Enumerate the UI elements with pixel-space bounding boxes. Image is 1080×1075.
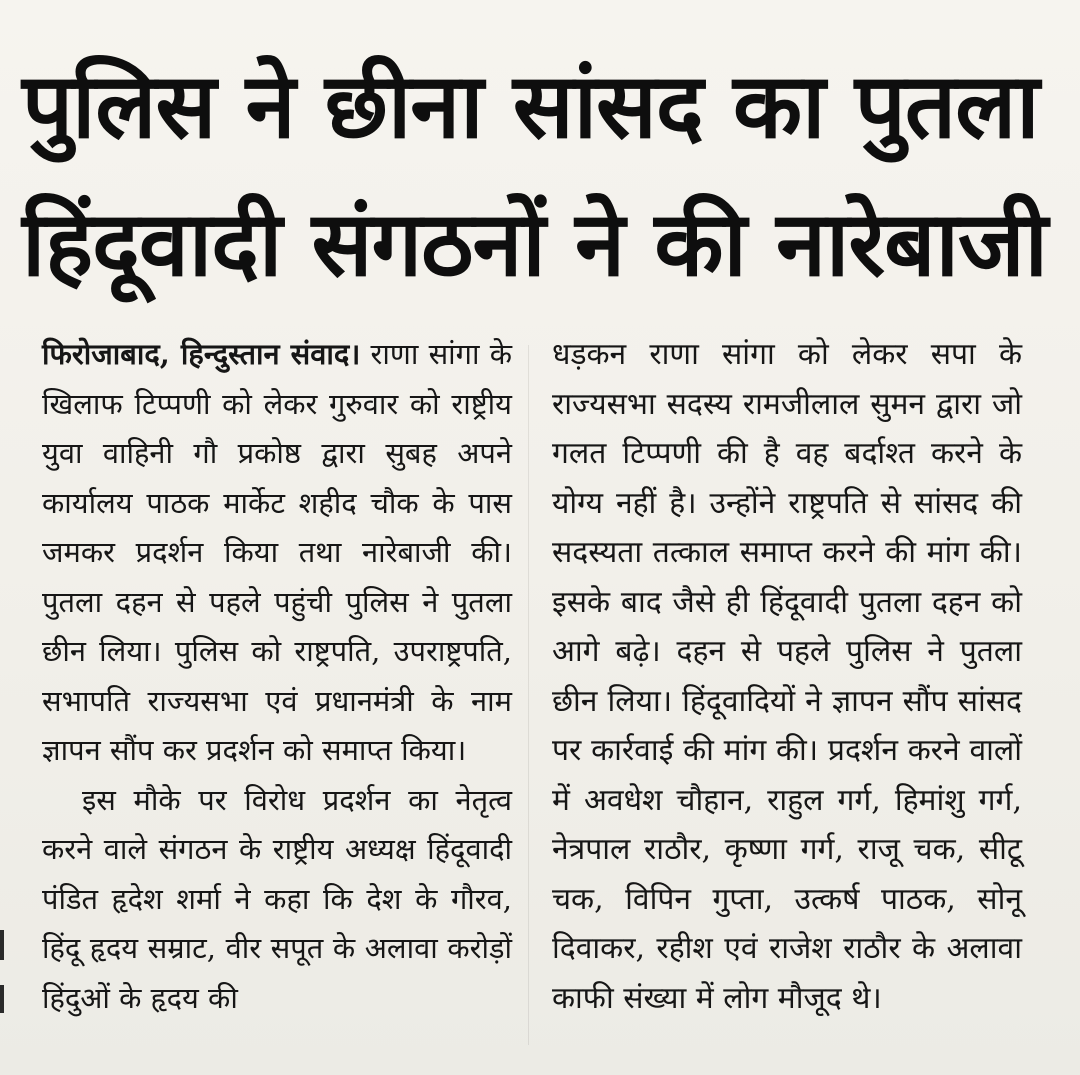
article-paragraph-2: इस मौके पर विरोध प्रदर्शन का नेतृत्व करने वाले संगठन के राष्ट्रीय अध्यक्ष हिंदूवादी पंडित हृदेश शर्मा ने कहा कि देश के गौरव, हिंदू हृदय सम्राट, वीर सपूत के अलावा करोड़ों हिंदुओं के हृदय की — [42, 782, 512, 1015]
article-paragraph-1-text: राणा सांगा के खिलाफ टिप्पणी को लेकर गुरुवार को राष्ट्रीय युवा वाहिनी गौ प्रकोष्ठ द्वारा सुबह अपने कार्यालय पाठक मार्केट शहीद चौक के पास जमकर प्रदर्शन किया तथा नारेबाजी की। पुतला दहन से पहले पहुंची पुलिस ने पुतला छीन लिया। पुलिस को राष्ट्रपति, उपराष्ट्रपति, सभापति राज्यसभा एवं प्रधानमंत्री के नाम ज्ञापन सौंप कर प्रदर्शन को समाप्त किया। — [42, 337, 512, 767]
headline-line-2: हिंदूवादी संगठनों ने की नारेबाजी — [22, 192, 1047, 297]
edge-mark — [0, 985, 4, 1013]
column-divider — [528, 345, 529, 1045]
article-column-right — [552, 330, 1022, 1023]
article-column-left — [42, 330, 512, 1023]
article-paragraph-1 — [42, 330, 512, 776]
headline-line-1: पुलिस ने छीना सांसद का पुतला — [22, 54, 1039, 159]
edge-mark — [0, 930, 4, 960]
article-paragraph-3: धड़कन राणा सांगा को लेकर सपा के राज्यसभा सदस्य रामजीलाल सुमन द्वारा जो गलत टिप्पणी की है वह बर्दाश्त करने के योग्य नहीं है। उन्होंने राष्ट्रपति से सांसद की सदस्यता तत्काल समाप्त करने की मांग की। इसके बाद जैसे ही हिंदूवादी पुतला दहन को आगे बढ़े। दहन से पहले पुलिस ने पुतला छीन लिया। हिंदूवादियों ने ज्ञापन सौंप सांसद पर कार्रवाई की मांग की। प्रदर्शन करने वालों में अवधेश चौहान, राहुल गर्ग, हिमांशु गर्ग, नेत्रपाल राठौर, कृष्णा गर्ग, राजू चक, सीटू चक, विपिन गुप्ता, उत्कर्ष पाठक, सोनू दिवाकर, रहीश एवं राजेश राठौर के अलावा काफी संख्या में लोग मौजूद थे। — [552, 337, 1022, 1016]
dateline: फिरोजाबाद, हिन्दुस्तान संवाद। — [42, 337, 361, 371]
